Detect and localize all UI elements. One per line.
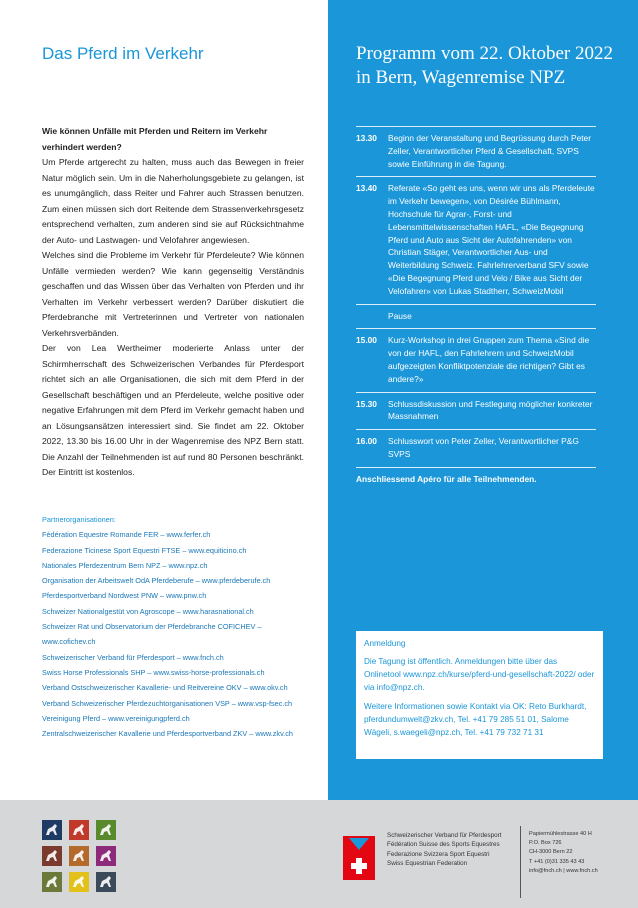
program-time: 15.00 xyxy=(356,335,377,346)
program-row xyxy=(356,328,596,391)
program-text: Beginn der Veranstaltung und Begrüssung durch Peter Zeller, Verantwortlicher Pferd & Gesellschaft, SVPS sowie Einführung in die Tagung. xyxy=(388,133,591,169)
program-row xyxy=(356,126,596,176)
program-title-line-2: in Bern, Wagenremise NPZ xyxy=(356,67,566,88)
partner-item[interactable]: Schweizer Rat und Observatorium der Pferdebranche COFICHEV – www.cofichev.ch xyxy=(42,622,262,647)
program-time: 15.30 xyxy=(356,398,377,409)
program-time xyxy=(356,310,388,323)
intro-paragraph-2: Welches sind die Probleme im Verkehr für Pferdeleute? Wie können Unfälle vermieden werden? Wie kann gegenseitig Verständnis geschaffen und das Wissen über das Verhalten von Pferden und ihr Verhalten im Verkehr verbessert werden? Darüber diskutiert die Pferdebranche mit Vertreterinnen und Vertreter von nationalen Verkehrsverbänden. xyxy=(42,250,304,338)
program-time: 16.00 xyxy=(356,436,377,447)
partner-item[interactable]: Fédération Equestre Romande FER – www.ferfer.ch xyxy=(42,530,211,540)
program-row xyxy=(356,304,596,329)
association-name: Schweizerischer Verband für Pferdesport Fédération Suisse des Sports Equestres Federazione Svizzera Sport Equestri Swiss Equestrian Federation xyxy=(387,832,502,867)
partner-item[interactable]: Verband Ostschweizerischer Kavallerie- und Reitvereine OKV – www.okv.ch xyxy=(42,683,288,693)
partner-item[interactable]: Vereinigung Pferd – www.vereinigungpferd.ch xyxy=(42,713,190,723)
partner-item[interactable]: Federazione Ticinese Sport Equestri FTSE – www.equiticino.ch xyxy=(42,545,247,555)
intro-paragraph-1: Um Pferde artgerecht zu halten, muss auch das Bewegen in freier Natur möglich sein. Um in die Naherholungsgebiete zu gelangen, ist es unumgänglich, dass Reiter und Fahrer auch Strassen benutzen. Zum einen müssen sich dort Reitende dem Strassenverkehrsgesetz entsprechend verhalten, zum anderen sind sie auf Rücksichtnahme der Auto- und Lastwagen- und Velofahrer angewiesen. xyxy=(42,157,304,245)
program-title-line-1: Programm vom 22. Oktober 2022 xyxy=(356,43,614,64)
program-text: Anschliessend Apéro für alle Teilnehmenden. xyxy=(356,473,537,484)
program-text: Referate «So geht es uns, wenn wir uns als Pferdeleute im Verkehr bewegen», von Désirée Bühlmann, Hochschule für Agrar-, Forst- und Lebensmittelwissenschaften HAFL, «Die Begegnung Pferd und Auto aus Sicht der Autofahrenden» von Christian Stäger, Verantwortlicher Aus- und Weiterbildung Schweiz. Fahrlehrerverband SFV sowie «Die Begegnung Pferd und Velo / Bike aus Sicht der Velofahrer» von Lukas Stadtherr, SchweizMobil xyxy=(388,183,595,296)
program-row xyxy=(356,429,596,467)
swiss-horse-flag-icon xyxy=(343,836,375,880)
program-text: Kurz-Workshop in drei Gruppen zum Thema «Sind die von der HAFL, den Fahrlehrern und SchweizMobil aufgezeigten Konfliktpotenziale die richtigen? Gibt es andere?» xyxy=(388,335,590,384)
partner-item[interactable]: Pferdesportverband Nordwest PNW – www.pnw.ch xyxy=(42,591,207,601)
jumping-icon xyxy=(69,820,89,840)
partner-item[interactable]: Nationales Pferdezentrum Bern NPZ – www.npz.ch xyxy=(42,560,208,570)
eventing-icon xyxy=(96,846,116,866)
intro-question: Wie können Unfälle mit Pferden und Reitern im Verkehr verhindert werden? xyxy=(42,126,268,152)
program-text: Schlusswort von Peter Zeller, Verantwortlicher P&G SVPS xyxy=(388,436,579,459)
partner-item[interactable]: Swiss Horse Professionals SHP – www.swiss-horse-professionals.ch xyxy=(42,667,265,677)
partner-item[interactable]: Organisation der Arbeitswelt OdA Pferdeberufe – www.pferdeberufe.ch xyxy=(42,576,271,586)
vaulting-icon xyxy=(42,846,62,866)
program-time: 13.30 xyxy=(356,133,377,143)
paraequestrian-icon xyxy=(69,872,89,892)
partners-list xyxy=(42,512,312,741)
program-time: 13.40 xyxy=(356,183,377,194)
registration-contact[interactable]: Weitere Informationen sowie Kontakt via OK: Reto Burkhardt, pferdundumwelt@zkv.ch, Tel. +41 79 285 51 01, Salome Wägeli, s.waegeli@npz.ch, Tel. +41 79 732 71 31 xyxy=(364,702,587,737)
program-title xyxy=(356,42,626,90)
footer-divider xyxy=(520,826,521,898)
registration-title: Anmeldung xyxy=(364,639,406,648)
partner-item[interactable]: Zentralschweizerischer Kavallerie und Pferdesportverband ZKV – www.zkv.ch xyxy=(42,729,293,739)
partners-heading: Partnerorganisationen: xyxy=(42,515,116,524)
program-row xyxy=(356,392,596,430)
program-row-closing xyxy=(356,467,596,492)
registration-box xyxy=(356,631,603,759)
registration-text[interactable]: Die Tagung ist öffentlich. Anmeldungen bitte über das Onlinetool www.npz.ch/kurse/pferd-und-gesellschaft-2022/ oder via info@npz.ch. xyxy=(364,657,595,692)
intro-text xyxy=(42,124,304,481)
partner-item[interactable]: Schweizerischer Verband für Pferdesport – www.fnch.ch xyxy=(42,652,224,662)
dressage-icon xyxy=(42,820,62,840)
page-title: Das Pferd im Verkehr xyxy=(42,44,204,63)
intro-paragraph-3: Der von Lea Wertheimer moderierte Anlass unter der Schirmherrschaft des Schweizerischen Verbandes für Pferdesport richtet sich an alle Organisationen, die sich mit dem Pferd in der Gesellschaft beschäftigen und an Pferdeleute, welche positive oder negative Erfahrungen mit dem Pferd im Verkehr gemacht haben und an Lösungsansätzen interessiert sind. Sie findet am 22. Oktober 2022, 13.30 bis 16.00 Uhr in der Wagenremise des NPZ Bern statt. Die Anzahl der Teilnehmenden ist auf rund 80 Personen beschränkt. Der Eintritt ist kostenlos. xyxy=(42,343,304,477)
partner-item[interactable]: Verband Schweizerischer Pferdezuchtorganisationen VSP – www.vsp-fsec.ch xyxy=(42,698,293,708)
reining-icon xyxy=(42,872,62,892)
endurance-icon xyxy=(69,846,89,866)
program-list xyxy=(356,126,596,492)
driving-icon xyxy=(96,820,116,840)
program-text: Schlussdiskussion und Festlegung möglicher konkreter Massnahmen xyxy=(388,398,593,422)
association-address: Papiermühlestrasse 40 H P.O. Box 726 CH-3000 Bern 22 T +41 (0)31 335 43 43 info@fnch.ch | www.fnch.ch xyxy=(529,831,598,874)
program-row xyxy=(356,176,596,303)
partner-item[interactable]: Schweizer Nationalgestüt von Agroscope – www.harasnational.ch xyxy=(42,606,254,616)
program-text: Pause xyxy=(388,310,412,321)
horse-icon xyxy=(96,872,116,892)
